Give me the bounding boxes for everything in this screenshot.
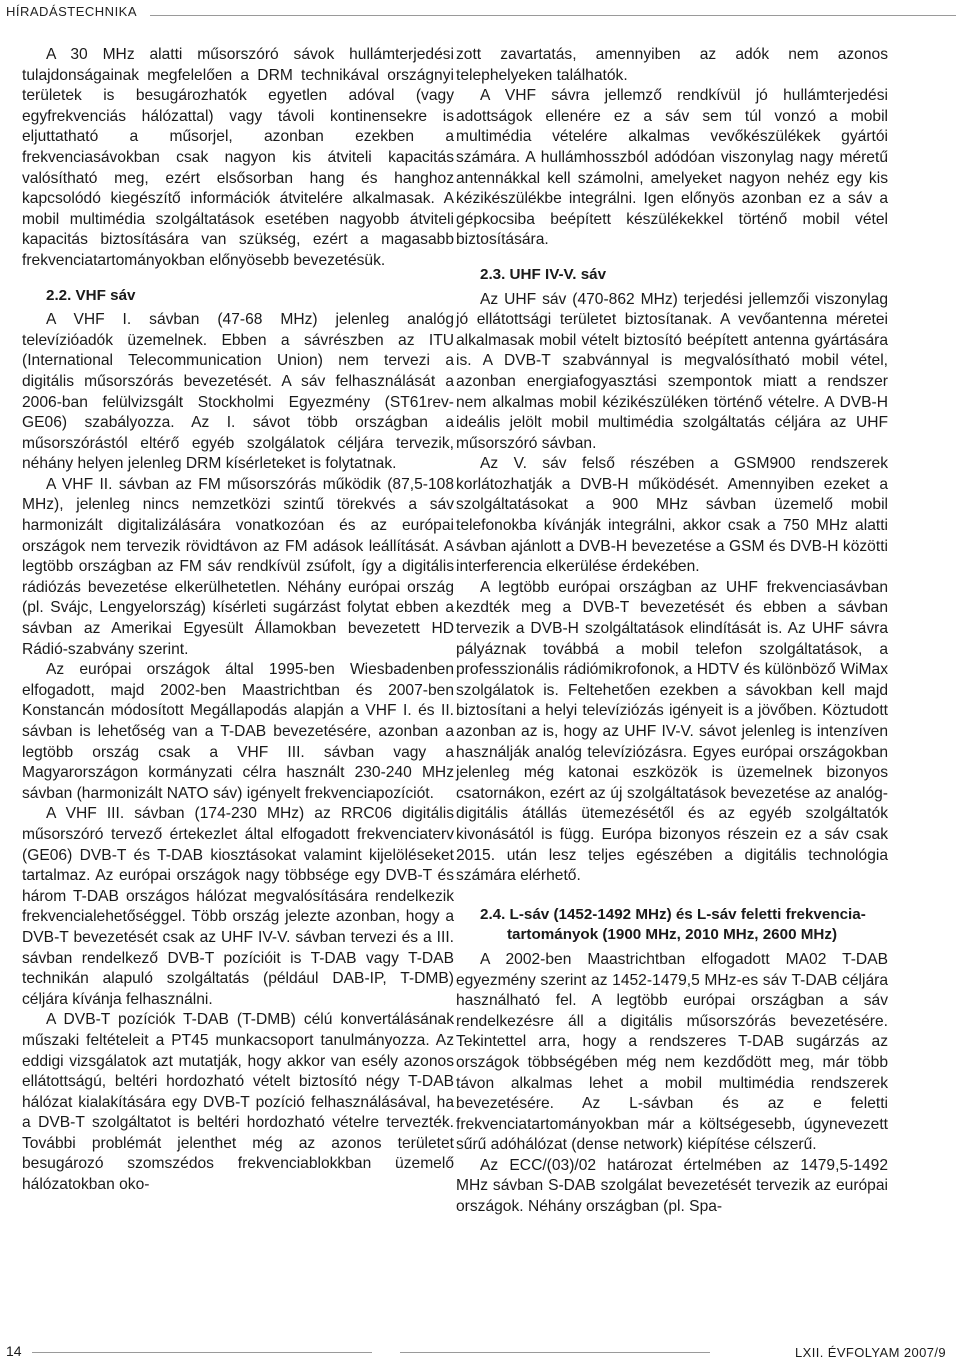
paragraph: A VHF I. sávban (47-68 MHz) jelenleg analóg televízióadók üzemelnek. Ebben a sávrészben az ITU (International Telecommunication Union) nem tervezi a digitális műsorszórás bevezetését. A sáv felhasználását a 2006-ban felülvizsgált Stockholmi Egyezmény (ST61rev-GE06) szabályozza. Az I. sávot több országban a műsorszórástól eltérő egyéb szolgálatok céljára tervezik, néhány helyen jelenleg DRM kísérleteket is folytatnak. bbox=[22, 311, 454, 473]
paragraph-continued: zott zavartatás, amennyiben az adók nem azonos telephelyeken találhatók. bbox=[456, 46, 888, 84]
section-title: HÍRADÁSTECHNIKA bbox=[6, 4, 138, 19]
heading-line-2: tartományok (1900 MHz, 2010 MHz, 2600 MHz) bbox=[507, 926, 838, 944]
page-header bbox=[0, 0, 960, 26]
paragraph: Az UHF sáv (470-862 MHz) terjedési jellemzői viszonylag jó ellátottsági területet biztosítanak. A vevőantenna méretei alkalmasak mobil vételt biztosító beépített antenna gyártására is. A DVB-T szabvánnyal is megvalósítható mobil vétel, azonban energiafogyasztási szempontok miatt a rendszer nem alkalmas mobil kézikészüléken történő vételre. A DVB-H ideális jelölt mobil multimédia szolgáltatás céljára az UHF műsorszóró sávban. bbox=[456, 290, 888, 452]
header-rule bbox=[150, 15, 956, 16]
paragraph: Az ECC/(03)/02 határozat értelmében az 1479,5-1492 MHz sávban S-DAB szolgálat bevezetését tervezik az európai országok. Néhány országban (pl. Spa- bbox=[456, 1156, 888, 1216]
paragraph: A VHF III. sávban (174-230 MHz) az RRC06 digitális műsorszóró tervező értekezlet által elfogadott frekvenciaterv (GE06) DVB-T és T-DAB kiosztásokat valamint kijelöléseket tartalmaz. Az európai országok nagy többsége egy DVB-T és három T-DAB országos hálózat megvalósítására rendelkezik frekvencialehetőséggel. Több ország jelezte azonban, hogy a DVB-T bevezetését csak az UHF IV-V. sávban tervezi és a III. sávban rendelkező DVB-T pozícióit is T-DAB vagy T-DAB technikán alapuló szolgáltatás (például DAB-IP, T-DMB) céljára kívánja felhasználni. bbox=[22, 805, 454, 1008]
paragraph: A legtöbb európai országban az UHF frekvenciasávban kezdték meg a DVB-T bevezetését és ebben a sávban tervezik a DVB-H szolgáltatások elindítását is. Az UHF sávra pályáznak továbbá a mobil telefon szolgáltatások, a professzionális rádiómikrofonok, a HDTV és különböző WiMax szolgálatok is. Feltehetően ezekben a sávokban kell majd biztosítani a helyi televíziózás igényeit is a jövőben. Köztudott azonban az is, hogy az UHF IV-V. sávot jelenleg is intenzíven használják analóg televíziózásra. Egyes európai országokban jelenleg még katonai eszközök is üzemelnek bizonyos csatornákon, ezért az új szolgáltatások bevezetése az analóg-digitális átállás ütemezésétől és az egyéb szolgáltatók kivonásától is függ. Európa bizonyos részein ez a sáv csak 2015. után lesz teljes egészében a digitális technológia számára elérhető. bbox=[456, 578, 888, 885]
paragraph: A VHF II. sávban az FM műsorszórás működik (87,5-108 MHz), jelenleg nincs nemzetközi szintű törekvés a sáv harmonizált digitalizálására vonatkozóan és az európai országok nem tervezik rövidtávon az FM adások leállítását. A legtöbb országban az FM sáv rendkívül zsúfolt, így a digitális rádiózás bevezetése elkerülhetetlen. Néhány európai ország (pl. Svájc, Lengyelország) kísérleti sugárzást folytat ebben a sávban az Amerikai Egyesült Államokban bevezetett HD Rádió-szabvány szerint. bbox=[22, 475, 454, 658]
left-column bbox=[22, 45, 454, 1196]
paragraph: A VHF sávra jellemző rendkívül jó hullámterjedési adottságok ellenére ez a sáv sem túl vonzó a mobil multimédia vételére alkalmas vevőkészülékek gyártói számára. A hullámhosszból adódóan viszonylag nagy méretű antennákkal kell számolni, amelyeket nagyon nehéz egy kis kézikészülékbe integrálni. Igen előnyös azonban ez a sáv a gépkocsiba beépített készülékekkel történő mobil vétel biztosítására. bbox=[456, 87, 888, 249]
paragraph: A DVB-T pozíciók T-DAB (T-DMB) célú konvertálásának műszaki feltételeit a PT45 munkacsoport tanulmányozza. Az eddigi vizsgálatok azt mutatják, hogy akkor van esély azonos ellátottságú, beltéri hordozható vételt biztosító négy T-DAB hálózat kialakítására egy DVB-T pozíció felhasználásával, ha a DVB-T szolgáltatot is beltéri hordozható vételre tervezték. További problémát jelenthet még az azonos területet besugározó szomszédos frekvenciablokkban üzemelő hálózatokban oko- bbox=[22, 1011, 454, 1194]
footer-rule bbox=[32, 1352, 372, 1353]
paragraph: Az V. sáv felső részében a GSM900 rendszerek korlátozhatják a DVB-H működését. Amennyiben ezeket a szolgáltatásokat a 900 MHz sávban üzemelő mobil telefonokba kívánják integrálni, akkor csak a 750 MHz alatti sávban ajánlott a DVB-H bevezetése a GSM és DVB-H közötti interferencia elkerülése érdekében. bbox=[456, 455, 888, 576]
right-column bbox=[456, 45, 888, 1218]
heading-line-1: 2.4. L-sáv (1452-1492 MHz) és L-sáv feletti frekvencia- bbox=[480, 905, 866, 923]
page-number: 14 bbox=[6, 1343, 22, 1359]
paragraph: Az európai országok által 1995-ben Wiesbadenben elfogadott, majd 2002-ben Maastrichtban és 2007-ben Konstancán módosított Megállapodás alapján a VHF I. és II. sávban is lehetőség van a T-DAB bevezetésére, azonban a legtöbb ország csak a VHF III. sávban vagy a Magyarországon kormányzati célra használt 230-240 MHz sávban (harmonizált NATO sáv) igényelt frekvenciapozíciót. bbox=[22, 661, 454, 802]
paragraph: A 30 MHz alatti műsorszóró sávok hullámterjedési tulajdonságainak megfelelően a DRM technikával országnyi területek is besugározhatók egyetlen adóval (vagy egyfrekvenciás hálózattal) vagy távoli kontinensekre is eljuttatható a műsorjel, azonban ezekben a frekvenciasávokban csak nagyon kis átviteli kapacitás valósítható meg, ezért elsősorban hang és hanghoz kapcsolódó kiegészítő információk átvitelére alkalmasak. A mobil multimédia szolgáltatások esetében nagyobb átviteli kapacitás biztosítására van szükség, ezért a magasabb frekvenciatartományokban előnyösebb bevezetésük. bbox=[22, 46, 454, 269]
issue-label: LXII. ÉVFOLYAM 2007/9 bbox=[795, 1345, 946, 1360]
paragraph: A 2002-ben Maastrichtban elfogadott MA02 T-DAB egyezmény szerint az 1452-1479,5 MHz-es sáv T-DAB céljára használható fel. A legtöbb európai országban a sáv rendelkezésre áll a digitális műsorszórás bevezetésére. Tekintettel arra, hogy a rendszeres T-DAB sugárzás az országok többségében még nem kezdődött meg, már több távon alkalmas lehet a mobil multimédia rendszerek bevezetésére. Az L-sávban és az e feletti frekvenciatartományokban már a költségesebb, úgynevezett sűrű adóhálózat (dense network) kiépítése célszerű. bbox=[456, 950, 888, 1154]
section-heading-2-3: 2.3. UHF IV-V. sáv bbox=[480, 265, 607, 283]
section-heading-2-2: 2.2. VHF sáv bbox=[46, 286, 136, 304]
section-heading-2-4 bbox=[480, 905, 888, 946]
footer-rule bbox=[400, 1352, 710, 1353]
